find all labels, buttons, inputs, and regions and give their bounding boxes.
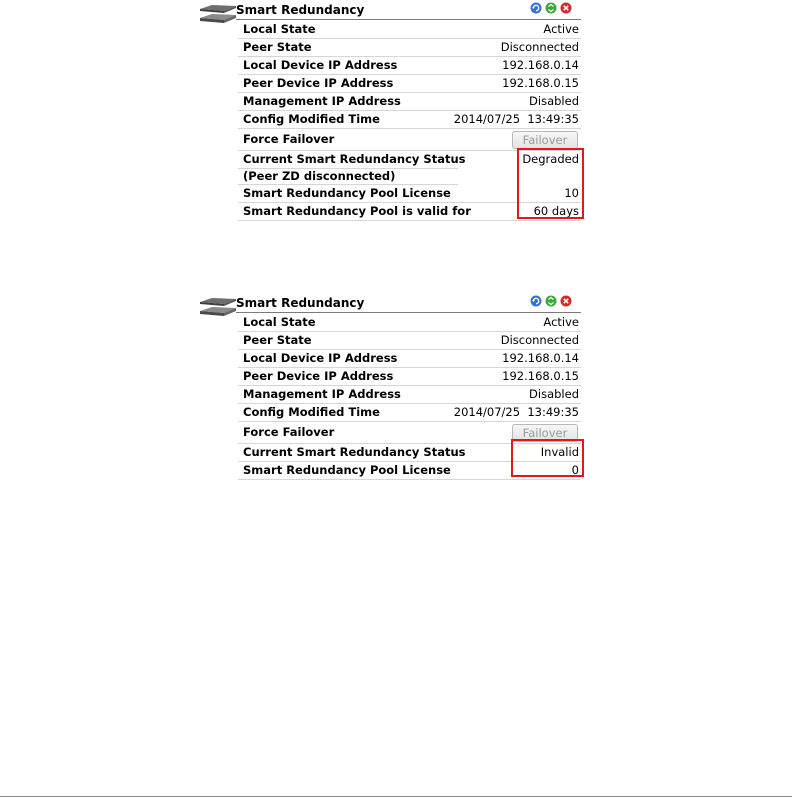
row-label: Smart Redundancy Pool License <box>243 463 451 477</box>
row-management-ip <box>238 386 581 404</box>
failover-button[interactable]: Failover <box>512 131 578 149</box>
minimize-icon[interactable] <box>545 2 557 14</box>
row-label: Peer Device IP Address <box>243 369 394 383</box>
row-label: Config Modified Time <box>243 405 380 419</box>
highlight-box <box>517 148 584 219</box>
panel-title: Smart Redundancy <box>236 296 365 310</box>
row-value: 2014/07/25 13:49:35 <box>453 405 579 419</box>
row-peer-ip <box>238 75 581 93</box>
close-icon[interactable] <box>560 295 572 307</box>
row-label: Management IP Address <box>243 387 401 401</box>
title-divider <box>236 312 581 313</box>
row-value: 2014/07/25 13:49:35 <box>453 112 579 126</box>
window-controls <box>530 2 572 14</box>
highlight-box <box>511 439 584 477</box>
row-label: Peer Device IP Address <box>243 76 394 90</box>
row-peer-state <box>238 332 581 350</box>
close-icon[interactable] <box>560 2 572 14</box>
row-local-ip <box>238 350 581 368</box>
row-peer-state <box>238 39 581 57</box>
row-value: Disconnected <box>500 40 579 54</box>
device-stack-icon <box>198 293 238 323</box>
status-note: (Peer ZD disconnected) <box>243 169 396 183</box>
row-config-modified <box>238 404 581 422</box>
row-value: 10 <box>564 186 579 200</box>
row-label: Current Smart Redundancy Status <box>243 445 466 459</box>
failover-button[interactable]: Failover <box>512 424 578 442</box>
row-local-state <box>238 314 581 332</box>
row-value: 192.168.0.14 <box>502 58 579 72</box>
refresh-icon[interactable] <box>530 295 542 307</box>
refresh-icon[interactable] <box>530 2 542 14</box>
row-label <box>243 151 465 168</box>
row-value: 192.168.0.15 <box>502 76 579 90</box>
row-label: Local State <box>243 315 316 329</box>
row-label: Local Device IP Address <box>243 58 398 72</box>
row-label: Force Failover <box>243 132 335 146</box>
row-config-modified <box>238 111 581 129</box>
panel-title: Smart Redundancy <box>236 3 365 17</box>
row-label: Peer State <box>243 333 312 347</box>
row-label: Local State <box>243 22 316 36</box>
row-label: Local Device IP Address <box>243 351 398 365</box>
status-value: Invalid <box>540 445 579 459</box>
row-value: 192.168.0.14 <box>502 351 579 365</box>
row-value: Disabled <box>529 387 579 401</box>
row-management-ip <box>238 93 581 111</box>
row-label: Smart Redundancy Pool is valid for <box>243 204 471 218</box>
row-peer-ip <box>238 368 581 386</box>
row-value: 192.168.0.15 <box>502 369 579 383</box>
row-value: Active <box>543 315 579 329</box>
page-bottom-divider <box>0 796 792 797</box>
row-label: Config Modified Time <box>243 112 380 126</box>
minimize-icon[interactable] <box>545 295 557 307</box>
window-controls <box>530 295 572 307</box>
row-value: Active <box>543 22 579 36</box>
row-value: 0 <box>571 463 579 477</box>
status-label: Current Smart Redundancy Status <box>243 152 466 166</box>
row-value: Disconnected <box>500 333 579 347</box>
row-label: Management IP Address <box>243 94 401 108</box>
row-local-state <box>238 21 581 39</box>
device-stack-icon <box>198 0 238 30</box>
row-local-ip <box>238 57 581 75</box>
row-value: 60 days <box>533 204 579 218</box>
row-label: Force Failover <box>243 425 335 439</box>
title-divider <box>236 19 581 20</box>
row-label: Peer State <box>243 40 312 54</box>
row-label: Smart Redundancy Pool License <box>243 186 451 200</box>
row-value: Disabled <box>529 94 579 108</box>
status-value: Degraded <box>522 152 579 166</box>
